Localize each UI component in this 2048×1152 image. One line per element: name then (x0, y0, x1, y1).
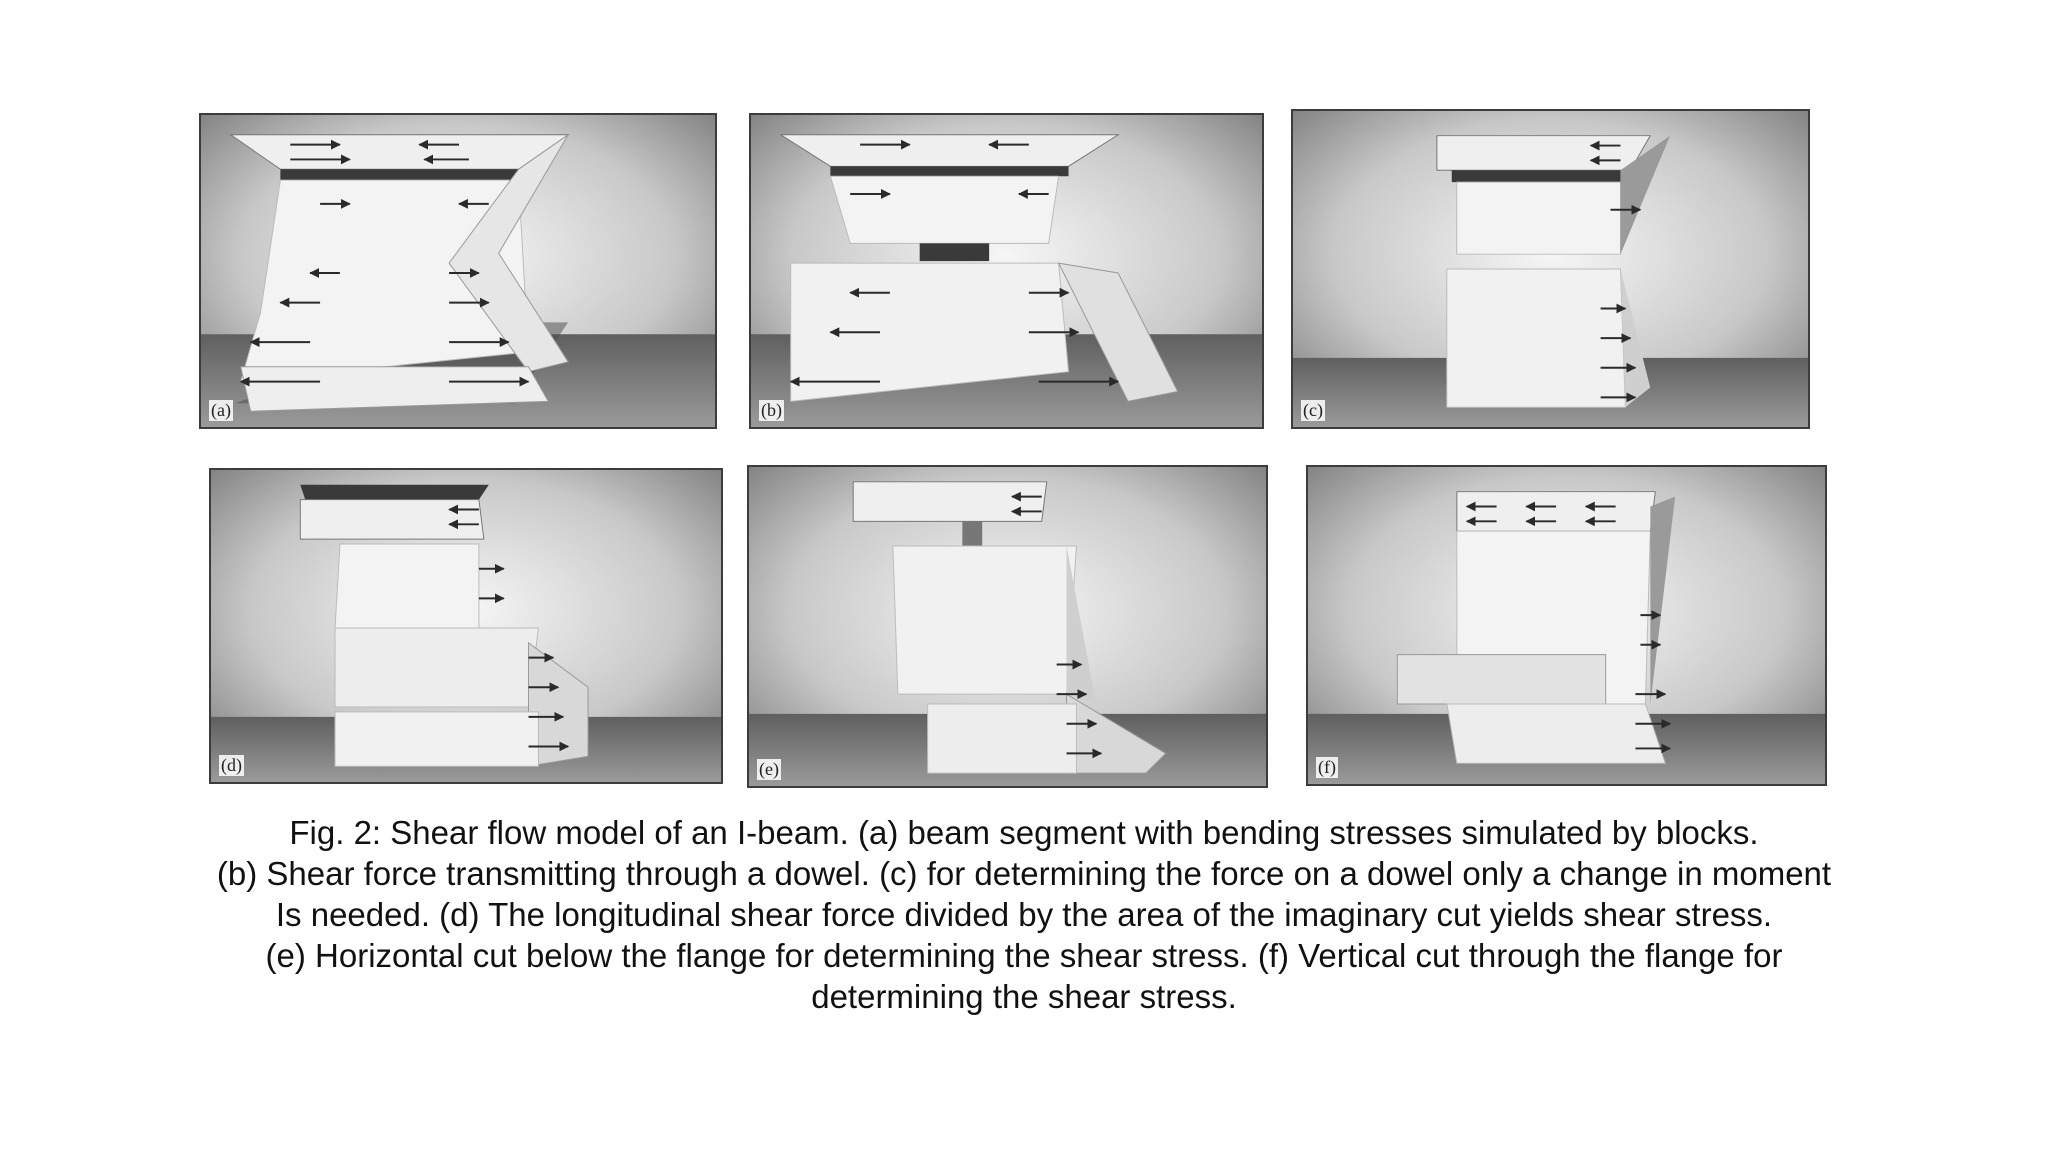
caption-line: Fig. 2: Shear flow model of an I-beam. (a) beam segment with bending stresses simulated by blocks. (289, 814, 1759, 851)
caption-line: determining the shear stress. (811, 978, 1237, 1015)
panel-a-illustration (201, 115, 715, 427)
panel-c (1291, 109, 1810, 429)
panel-f (1306, 465, 1827, 786)
caption-line: (e) Horizontal cut below the flange for determining the shear stress. (f) Vertical cut through the flange for (265, 937, 1783, 974)
panel-e (747, 465, 1268, 788)
caption-line: Is needed. (d) The longitudinal shear force divided by the area of the imaginary cut yields shear stress. (275, 896, 1773, 933)
panel-c-illustration (1293, 111, 1808, 427)
panel-b (749, 113, 1264, 429)
panel-label: (d) (221, 755, 242, 775)
panel-label: (b) (761, 400, 782, 420)
panel-d-illustration (211, 470, 721, 782)
panel-d (209, 468, 723, 784)
figure-caption (0, 812, 2048, 1017)
caption-line: (b) Shear force transmitting through a dowel. (c) for determining the force on a dowel only a change in moment (216, 855, 1832, 892)
panel-label: (f) (1318, 757, 1336, 777)
panel-a (199, 113, 717, 429)
panel-e-illustration (749, 467, 1266, 786)
panel-f-illustration (1308, 467, 1825, 784)
panel-label: (c) (1303, 400, 1323, 420)
panel-b-illustration (751, 115, 1262, 427)
panel-label: (a) (211, 400, 231, 420)
panel-label: (e) (759, 759, 779, 779)
